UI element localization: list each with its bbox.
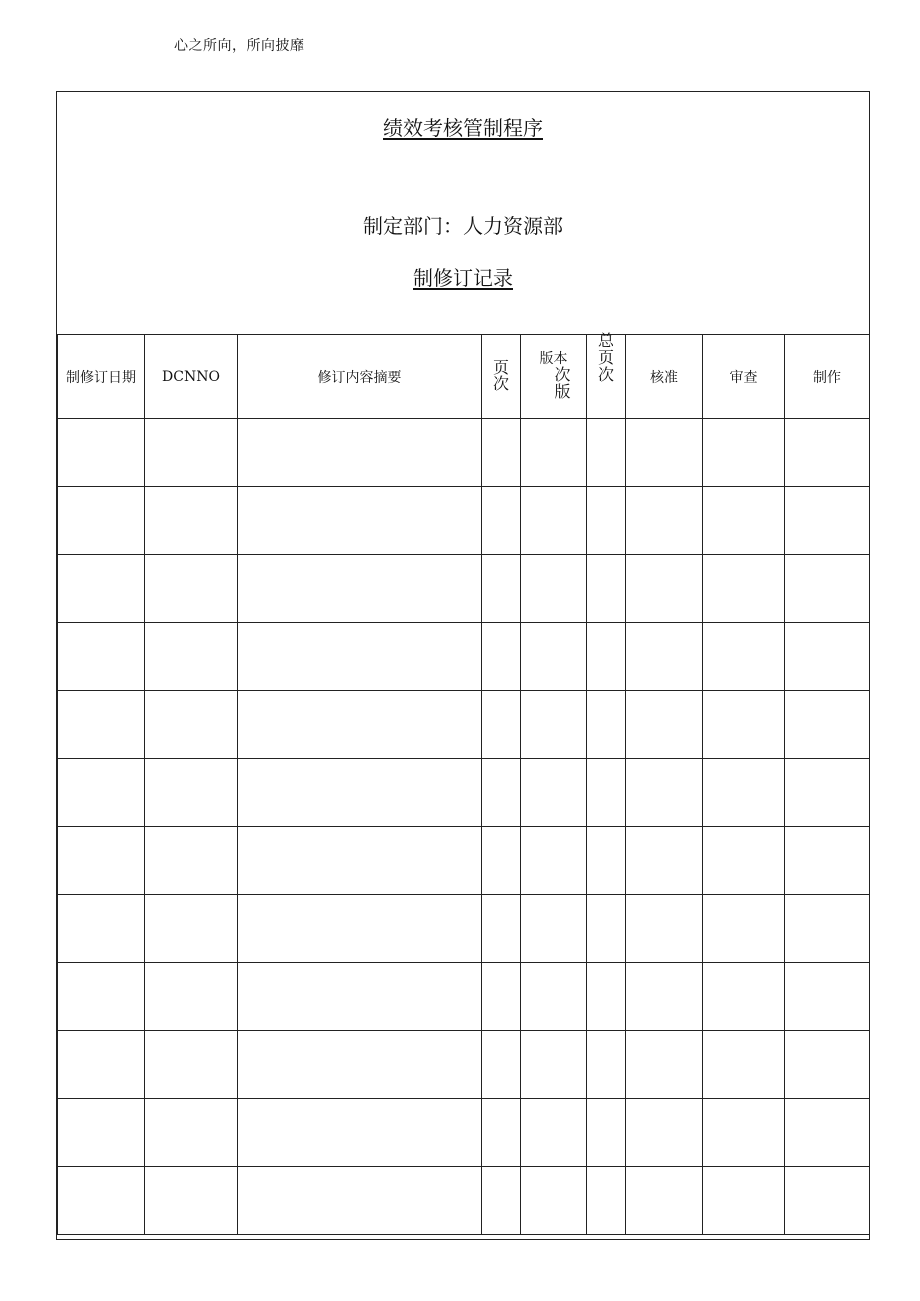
- cell-summary[interactable]: [238, 623, 482, 691]
- revision-table-body: [58, 419, 870, 1235]
- cell-dcn[interactable]: [145, 487, 238, 555]
- cell-summary[interactable]: [238, 895, 482, 963]
- document-frame: [56, 91, 870, 1240]
- cell-approve[interactable]: [626, 827, 703, 895]
- cell-approve[interactable]: [626, 963, 703, 1031]
- cell-version[interactable]: [521, 419, 587, 487]
- table-row: [58, 827, 870, 895]
- table-row: [58, 1167, 870, 1235]
- cell-approve[interactable]: [626, 1031, 703, 1099]
- cell-version[interactable]: [521, 487, 587, 555]
- cell-author[interactable]: [785, 1099, 870, 1167]
- cell-dcn[interactable]: [145, 691, 238, 759]
- cell-summary[interactable]: [238, 487, 482, 555]
- cell-page[interactable]: [482, 487, 521, 555]
- col-header-author: 制作: [785, 335, 870, 419]
- cell-total-pages[interactable]: [587, 1167, 626, 1235]
- table-row: [58, 1099, 870, 1167]
- cell-page[interactable]: [482, 1167, 521, 1235]
- cell-date[interactable]: [58, 419, 145, 487]
- col-header-dcn: DCNNO: [145, 335, 238, 419]
- cell-review[interactable]: [703, 1099, 785, 1167]
- cell-date[interactable]: [58, 1167, 145, 1235]
- table-row: [58, 963, 870, 1031]
- cell-approve[interactable]: [626, 1099, 703, 1167]
- cell-review[interactable]: [703, 827, 785, 895]
- cell-approve[interactable]: [626, 1167, 703, 1235]
- col-header-version-bottom: 次版: [554, 365, 571, 401]
- cell-summary[interactable]: [238, 691, 482, 759]
- table-header-row: [58, 335, 870, 419]
- cell-page[interactable]: [482, 691, 521, 759]
- col-header-total-pages: [587, 331, 626, 419]
- cell-approve[interactable]: [626, 759, 703, 827]
- cell-dcn[interactable]: [145, 1031, 238, 1099]
- col-header-review: 审查: [703, 335, 785, 419]
- cell-approve[interactable]: [626, 487, 703, 555]
- cell-date[interactable]: [58, 963, 145, 1031]
- revision-record-title-text: 制修订记录: [413, 266, 513, 290]
- cell-date[interactable]: [58, 487, 145, 555]
- cell-version[interactable]: [521, 895, 587, 963]
- col-header-version-top: 版本: [539, 351, 568, 368]
- cell-dcn[interactable]: [145, 963, 238, 1031]
- cell-total-pages[interactable]: [587, 1031, 626, 1099]
- cell-page[interactable]: [482, 963, 521, 1031]
- cell-page[interactable]: [482, 895, 521, 963]
- cell-date[interactable]: [58, 759, 145, 827]
- cell-author[interactable]: [785, 691, 870, 759]
- col-header-page-text: 页次: [493, 357, 510, 394]
- cell-date[interactable]: [58, 555, 145, 623]
- title-area: [57, 92, 869, 335]
- cell-date[interactable]: [58, 827, 145, 895]
- table-row: [58, 1031, 870, 1099]
- cell-summary[interactable]: [238, 555, 482, 623]
- cell-version[interactable]: [521, 1031, 587, 1099]
- cell-total-pages[interactable]: [587, 691, 626, 759]
- cell-author[interactable]: [785, 827, 870, 895]
- cell-review[interactable]: [703, 1167, 785, 1235]
- cell-review[interactable]: [703, 555, 785, 623]
- cell-review[interactable]: [703, 487, 785, 555]
- cell-dcn[interactable]: [145, 1099, 238, 1167]
- cell-dcn[interactable]: [145, 759, 238, 827]
- cell-date[interactable]: [58, 895, 145, 963]
- cell-page[interactable]: [482, 1031, 521, 1099]
- cell-summary[interactable]: [238, 1031, 482, 1099]
- cell-version[interactable]: [521, 623, 587, 691]
- cell-version[interactable]: [521, 1167, 587, 1235]
- table-row: [58, 895, 870, 963]
- cell-review[interactable]: [703, 895, 785, 963]
- revision-record-title: [57, 262, 869, 291]
- cell-dcn[interactable]: [145, 419, 238, 487]
- cell-author[interactable]: [785, 555, 870, 623]
- cell-approve[interactable]: [626, 895, 703, 963]
- cell-version[interactable]: [521, 555, 587, 623]
- cell-dcn[interactable]: [145, 623, 238, 691]
- table-row: [58, 623, 870, 691]
- cell-version[interactable]: [521, 691, 587, 759]
- cell-review[interactable]: [703, 963, 785, 1031]
- cell-dcn[interactable]: [145, 895, 238, 963]
- cell-dcn[interactable]: [145, 827, 238, 895]
- document-title: [57, 112, 869, 141]
- cell-page[interactable]: [482, 555, 521, 623]
- cell-date[interactable]: [58, 623, 145, 691]
- cell-approve[interactable]: [626, 419, 703, 487]
- cell-date[interactable]: [58, 1031, 145, 1099]
- col-header-version: [521, 335, 587, 419]
- cell-author[interactable]: [785, 1167, 870, 1235]
- cell-total-pages[interactable]: [587, 487, 626, 555]
- cell-date[interactable]: [58, 691, 145, 759]
- cell-author[interactable]: [785, 963, 870, 1031]
- revision-table: [57, 331, 870, 1235]
- cell-page[interactable]: [482, 1099, 521, 1167]
- department-label: 制定部门：: [363, 214, 463, 238]
- document-title-text: 绩效考核管制程序: [383, 116, 543, 140]
- cell-author[interactable]: [785, 623, 870, 691]
- col-header-summary: 修订内容摘要: [238, 335, 482, 419]
- cell-summary[interactable]: [238, 419, 482, 487]
- cell-review[interactable]: [703, 419, 785, 487]
- cell-author[interactable]: [785, 895, 870, 963]
- header-note: 心之所向，所向披靡: [174, 38, 305, 54]
- cell-total-pages[interactable]: [587, 895, 626, 963]
- cell-author[interactable]: [785, 1031, 870, 1099]
- cell-summary[interactable]: [238, 1099, 482, 1167]
- table-row: [58, 419, 870, 487]
- department-value: 人力资源部: [463, 214, 563, 238]
- cell-date[interactable]: [58, 1099, 145, 1167]
- col-header-approve: 核准: [626, 335, 703, 419]
- cell-page[interactable]: [482, 827, 521, 895]
- cell-total-pages[interactable]: [587, 759, 626, 827]
- cell-author[interactable]: [785, 419, 870, 487]
- col-header-total-pages-text: 总页次: [598, 331, 615, 384]
- cell-dcn[interactable]: [145, 1167, 238, 1235]
- cell-page[interactable]: [482, 419, 521, 487]
- cell-dcn[interactable]: [145, 555, 238, 623]
- cell-summary[interactable]: [238, 759, 482, 827]
- cell-review[interactable]: [703, 759, 785, 827]
- cell-version[interactable]: [521, 1099, 587, 1167]
- cell-summary[interactable]: [238, 963, 482, 1031]
- department-line: [57, 210, 869, 239]
- table-row: [58, 555, 870, 623]
- cell-version[interactable]: [521, 827, 587, 895]
- cell-version[interactable]: [521, 759, 587, 827]
- table-row: [58, 487, 870, 555]
- cell-review[interactable]: [703, 691, 785, 759]
- cell-total-pages[interactable]: [587, 623, 626, 691]
- col-header-page: [482, 335, 521, 419]
- cell-version[interactable]: [521, 963, 587, 1031]
- col-header-date: 制修订日期: [58, 335, 145, 419]
- cell-review[interactable]: [703, 623, 785, 691]
- cell-page[interactable]: [482, 759, 521, 827]
- cell-total-pages[interactable]: [587, 963, 626, 1031]
- table-row: [58, 691, 870, 759]
- cell-summary[interactable]: [238, 1167, 482, 1235]
- cell-author[interactable]: [785, 487, 870, 555]
- cell-author[interactable]: [785, 759, 870, 827]
- cell-approve[interactable]: [626, 555, 703, 623]
- table-row: [58, 759, 870, 827]
- cell-review[interactable]: [703, 1031, 785, 1099]
- cell-approve[interactable]: [626, 691, 703, 759]
- cell-total-pages[interactable]: [587, 419, 626, 487]
- cell-total-pages[interactable]: [587, 1099, 626, 1167]
- cell-total-pages[interactable]: [587, 827, 626, 895]
- cell-approve[interactable]: [626, 623, 703, 691]
- cell-summary[interactable]: [238, 827, 482, 895]
- cell-total-pages[interactable]: [587, 555, 626, 623]
- cell-page[interactable]: [482, 623, 521, 691]
